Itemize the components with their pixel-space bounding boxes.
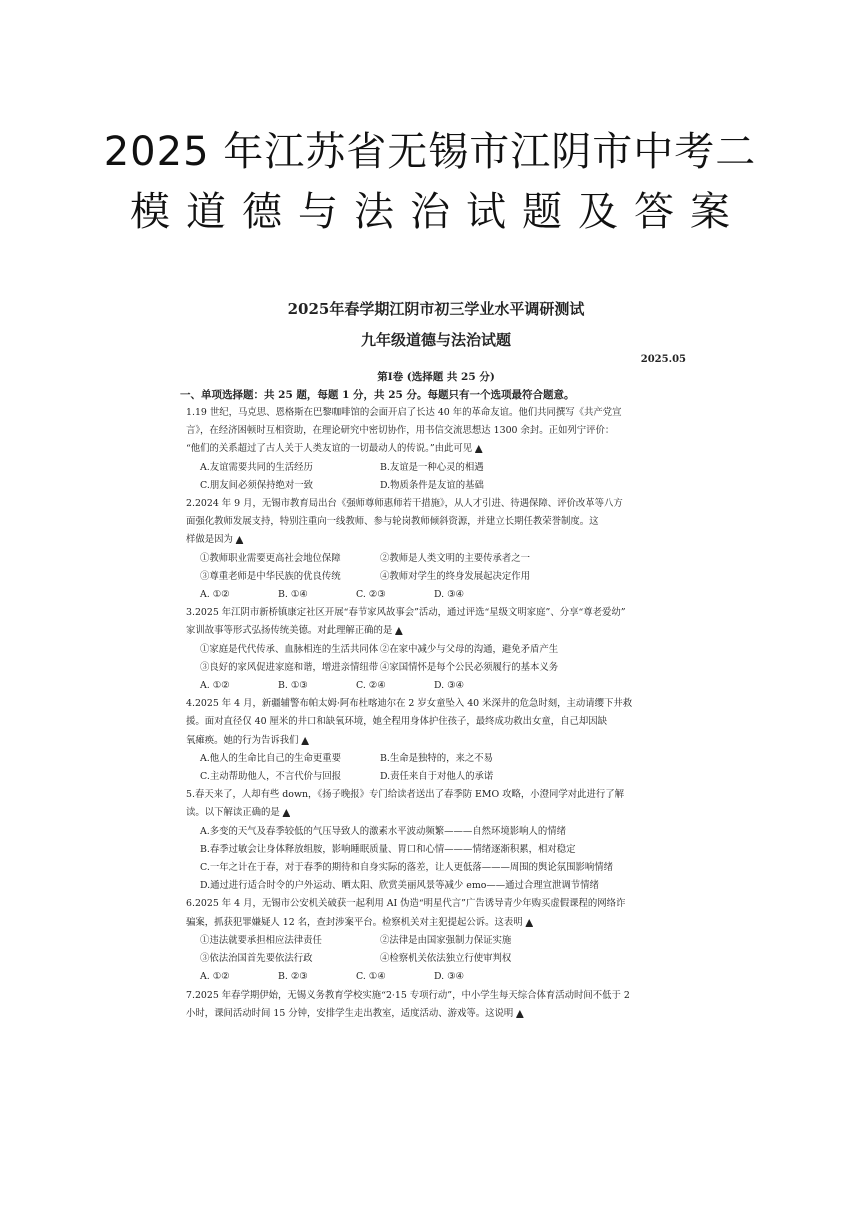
question-block <box>186 987 686 1023</box>
choice-item: A. ①② <box>200 971 230 983</box>
choice-item: B. ②③ <box>278 971 308 983</box>
question-stem-line: 6.2025 年 4 月，无锡市公安机关破获一起利用 AI 伪造“明星代言”广告诱导青少年购买虚假课程的网络诈 <box>186 898 626 910</box>
section-title: 一、单项选择题：共 25 题，每题 1 分，共 25 分。每题只有一个选项最符合题意。 <box>180 389 575 401</box>
option-item: ③良好的家风促进家庭和谐，增进亲情纽带 <box>200 661 379 673</box>
question-stem-line: 言》，在经济困顿时互相资助，在理论研究中密切协作，用书信交流思想达 1300 余封。正如列宁评价： <box>186 425 615 437</box>
option-row <box>186 459 686 477</box>
option-line: C.一年之计在于春，对于春季的期待和自身实际的落差，让人更低落———周围的舆论氛围影响情绪 <box>200 862 613 874</box>
option-item: C.主动帮助他人，不言代价与回报 <box>200 771 342 783</box>
answer-blank-mark: ▲ <box>475 443 483 455</box>
option-item: D.物质条件是友谊的基础 <box>380 479 484 491</box>
question-block <box>186 404 686 495</box>
option-row <box>186 568 686 586</box>
option-item: ①家庭是代代传承、血脉相连的生活共同体 <box>200 643 379 655</box>
document-title-line-1: 2025 年江苏省无锡市江阴市中考二 <box>103 129 757 175</box>
choice-row <box>186 677 686 695</box>
question-stem-line: 面强化教师发展支持，特别注重向一线教师、参与轮岗教师倾斜资源，并建立长期任教荣誉制度。这 <box>186 516 599 528</box>
question-stem-line: 4.2025 年 4 月，新疆辅警布帕太姆·阿布杜喀迪尔在 2 岁女童坠入 40 米深井的危急时刻，主动请缨下井救 <box>186 698 633 710</box>
document-title-line-2: 模道德与法治试题及答案 <box>130 189 746 235</box>
question-stem-line: 1.19 世纪，马克思、恩格斯在巴黎咖啡馆的会面开启了长达 40 年的革命友谊。他们共同撰写《共产党宣 <box>186 407 622 418</box>
choice-item: C. ②③ <box>356 589 386 601</box>
option-item: D.责任来自于对他人的承诺 <box>380 771 494 783</box>
part-title: 第Ⅰ卷 (选择题 共 25 分) <box>377 371 495 383</box>
option-row <box>186 950 686 968</box>
option-item: ④检察机关依法独立行使审判权 <box>380 953 512 965</box>
option-item: ②教师是人类文明的主要传承者之一 <box>380 552 531 564</box>
option-item: ④教师对学生的终身发展起决定作用 <box>380 570 531 582</box>
option-line: D.通过进行适合时令的户外运动、晒太阳、欣赏美丽风景等减少 emo——通过合理宣泄调节情绪 <box>200 880 599 892</box>
option-item: ②法律是由国家强制力保证实施 <box>380 934 512 946</box>
choice-item: C. ②④ <box>356 680 386 692</box>
question-stem-line: 家训故事等形式弘扬传统美德。对此理解正确的是 ▲ <box>186 625 403 637</box>
option-item: ④家国情怀是每个公民必须履行的基本义务 <box>380 661 559 673</box>
option-row <box>186 550 686 568</box>
question-block <box>186 695 686 786</box>
question-stem-line: 小时，课间活动时间 15 分钟，安排学生走出教室，适度活动、游戏等。这说明 ▲ <box>186 1007 524 1019</box>
option-row <box>186 932 686 950</box>
choice-item: B. ①④ <box>278 589 308 601</box>
option-row <box>186 659 686 677</box>
option-item: ③尊重老师是中华民族的优良传统 <box>200 570 341 582</box>
answer-blank-mark: ▲ <box>516 1007 524 1019</box>
choice-item: D. ③④ <box>434 971 464 983</box>
option-item: A.友谊需要共同的生活经历 <box>200 461 313 473</box>
choice-item: B. ①③ <box>278 680 308 692</box>
exam-subheader: 九年级道德与法治试题 <box>360 331 511 349</box>
question-list <box>186 404 686 1023</box>
choice-item: D. ③④ <box>434 680 464 692</box>
choice-row <box>186 586 686 604</box>
question-stem-line: 读。以下解读正确的是 ▲ <box>186 807 290 819</box>
answer-blank-mark: ▲ <box>395 625 403 637</box>
question-stem-line: 援。面对直径仅 40 厘米的井口和缺氧环境，她全程用身体护住孩子，最终成功救出女童，自己却因缺 <box>186 716 608 728</box>
scanned-exam-page <box>180 298 686 1023</box>
question-block <box>186 604 686 695</box>
option-item: ②在家中减少与父母的沟通，避免矛盾产生 <box>380 643 559 655</box>
option-item: ①教师职业需要更高社会地位保障 <box>200 552 341 564</box>
question-block <box>186 786 686 895</box>
choice-item: A. ①② <box>200 589 230 601</box>
option-line: B.春季过敏会让身体释放组胺，影响睡眠质量、胃口和心情———情绪逐渐积累，相对稳定 <box>200 843 576 855</box>
question-block <box>186 895 686 986</box>
question-stem-line: 5.春天来了，人却有些 down，《扬子晚报》专门给读者送出了春季防 EMO 攻略，小澄同学对此进行了解 <box>186 789 625 801</box>
question-stem-line: 7.2025 年春学期伊始，无锡义务教育学校实施“2·15 专项行动”，中小学生每天综合体育活动时间不低于 2 <box>186 989 630 1001</box>
option-row <box>186 641 686 659</box>
question-stem-line: 氧瘫痪。她的行为告诉我们 ▲ <box>186 734 309 746</box>
option-line: A.多变的天气及春季较低的气压导致人的激素水平波动频繁———自然环境影响人的情绪 <box>200 825 567 837</box>
option-item: B.友谊是一种心灵的相遇 <box>380 461 484 473</box>
option-row <box>186 750 686 768</box>
choice-row <box>186 968 686 986</box>
answer-blank-mark: ▲ <box>525 916 533 928</box>
option-item: ③依法治国首先要依法行政 <box>200 953 313 965</box>
option-item: C.朋友间必须保持绝对一致 <box>200 479 313 491</box>
option-row <box>186 768 686 786</box>
question-block <box>186 495 686 604</box>
option-item: ①违法就要承担相应法律责任 <box>200 934 322 946</box>
answer-blank-mark: ▲ <box>282 807 290 819</box>
choice-item: D. ③④ <box>434 589 464 601</box>
choice-item: A. ①② <box>200 680 230 692</box>
question-stem-line: 骗案，抓获犯罪嫌疑人 12 名，查封涉案平台。检察机关对主犯提起公诉。这表明 ▲ <box>186 916 533 928</box>
answer-blank-mark: ▲ <box>235 534 244 546</box>
answer-blank-mark: ▲ <box>301 734 309 746</box>
exam-header: 2025年春学期江阴市初三学业水平调研测试 <box>287 300 585 318</box>
exam-date: 2025.05 <box>640 354 686 365</box>
question-stem-line: 3.2025 年江阴市新桥镇康定社区开展“春节家风故事会”活动，通过评选“星级文明家庭”、分享“尊老爱幼” <box>186 607 626 619</box>
question-stem-line: 样做是因为 ▲ <box>186 534 244 546</box>
question-stem-line: 2.2024 年 9 月，无锡市教育局出台《强师尊师惠师若干措施》，从人才引进、待遇保障、评价改革等八方 <box>186 498 623 510</box>
option-item: B.生命是独特的，来之不易 <box>380 752 493 764</box>
option-row <box>186 477 686 495</box>
choice-item: C. ①④ <box>356 971 386 983</box>
question-stem-line: “他们的关系超过了古人关于人类友谊的一切最动人的传说。”由此可见 ▲ <box>186 443 483 455</box>
option-item: A.他人的生命比自己的生命更重要 <box>200 752 342 764</box>
